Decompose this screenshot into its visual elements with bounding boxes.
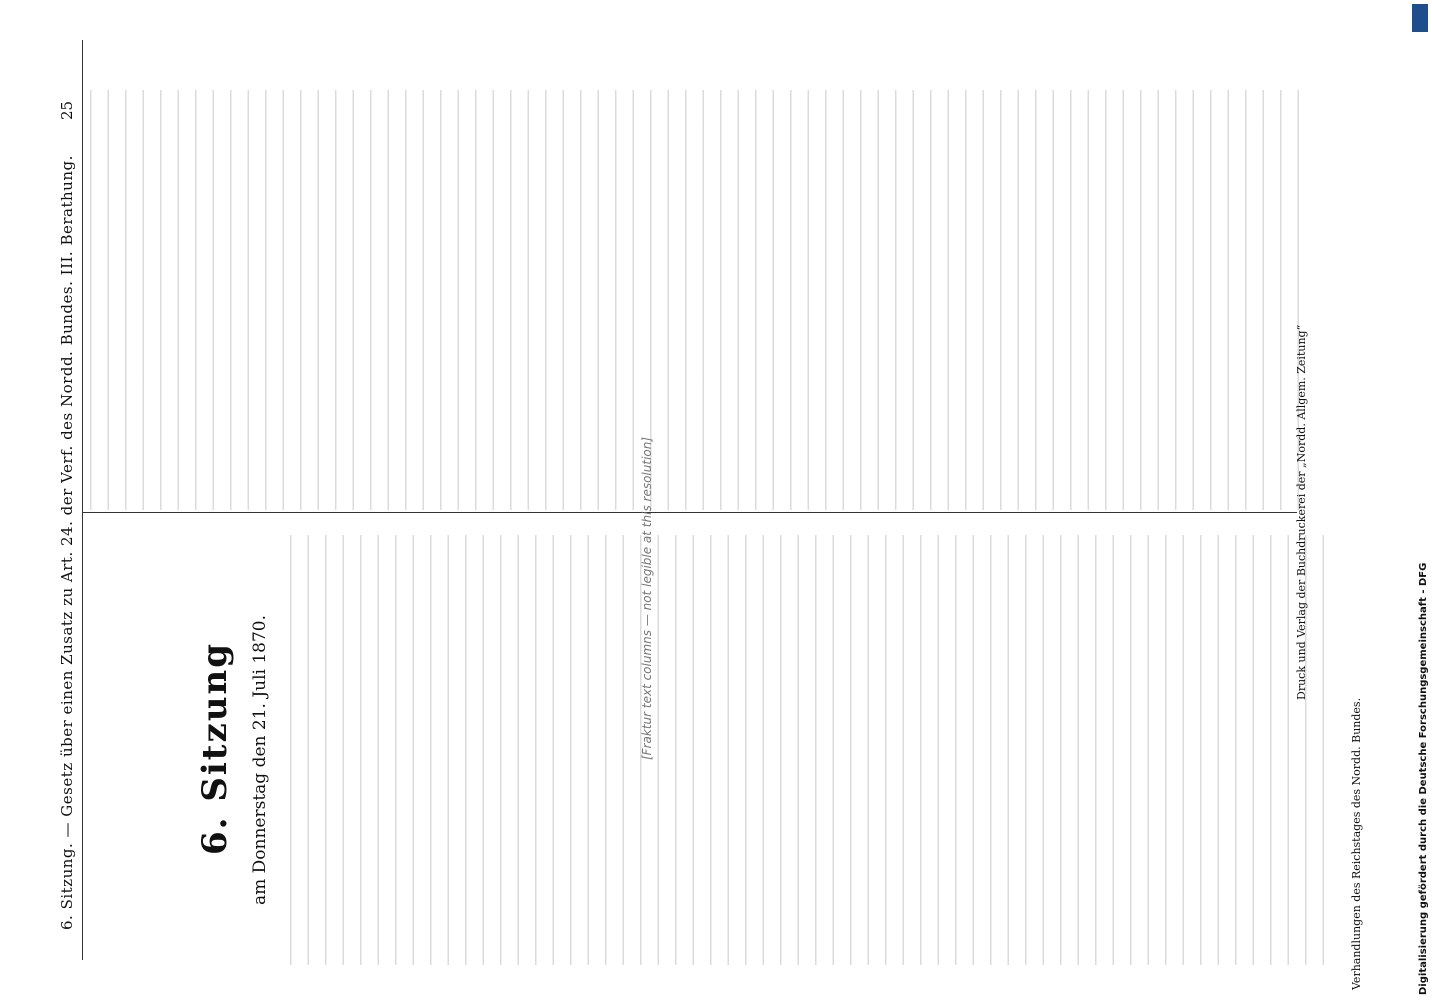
session-title: 6. Sitzung [195, 641, 235, 855]
footer-publication: Verhandlungen des Reichstages des Nordd. Bundes. [1350, 697, 1363, 990]
illegible-body-note: [Fraktur text columns — not legible at this resolution] [640, 436, 654, 760]
page-number: 25 [58, 100, 76, 120]
column-rule-vertical [82, 40, 83, 960]
printer-imprint: Druck und Verlag der Buchdruckerei der „Nordd. Allgem. Zeitung“ [1295, 324, 1308, 700]
session-date: am Donnerstag den 21. Juli 1870. [250, 614, 270, 905]
column-rule-horizontal [82, 512, 1297, 513]
running-header: 6. Sitzung. — Gesetz über einen Zusatz zu Art. 24. der Verf. des Nordd. Bundes. III. Berathung. [58, 155, 76, 930]
text-column-left [290, 535, 1330, 965]
dfg-funding-notice: Digitalisierung gefördert durch die Deutsche Forschungsgemeinschaft - DFG [1418, 562, 1429, 995]
text-column-right [90, 90, 1300, 510]
dfg-logo [1412, 4, 1428, 32]
